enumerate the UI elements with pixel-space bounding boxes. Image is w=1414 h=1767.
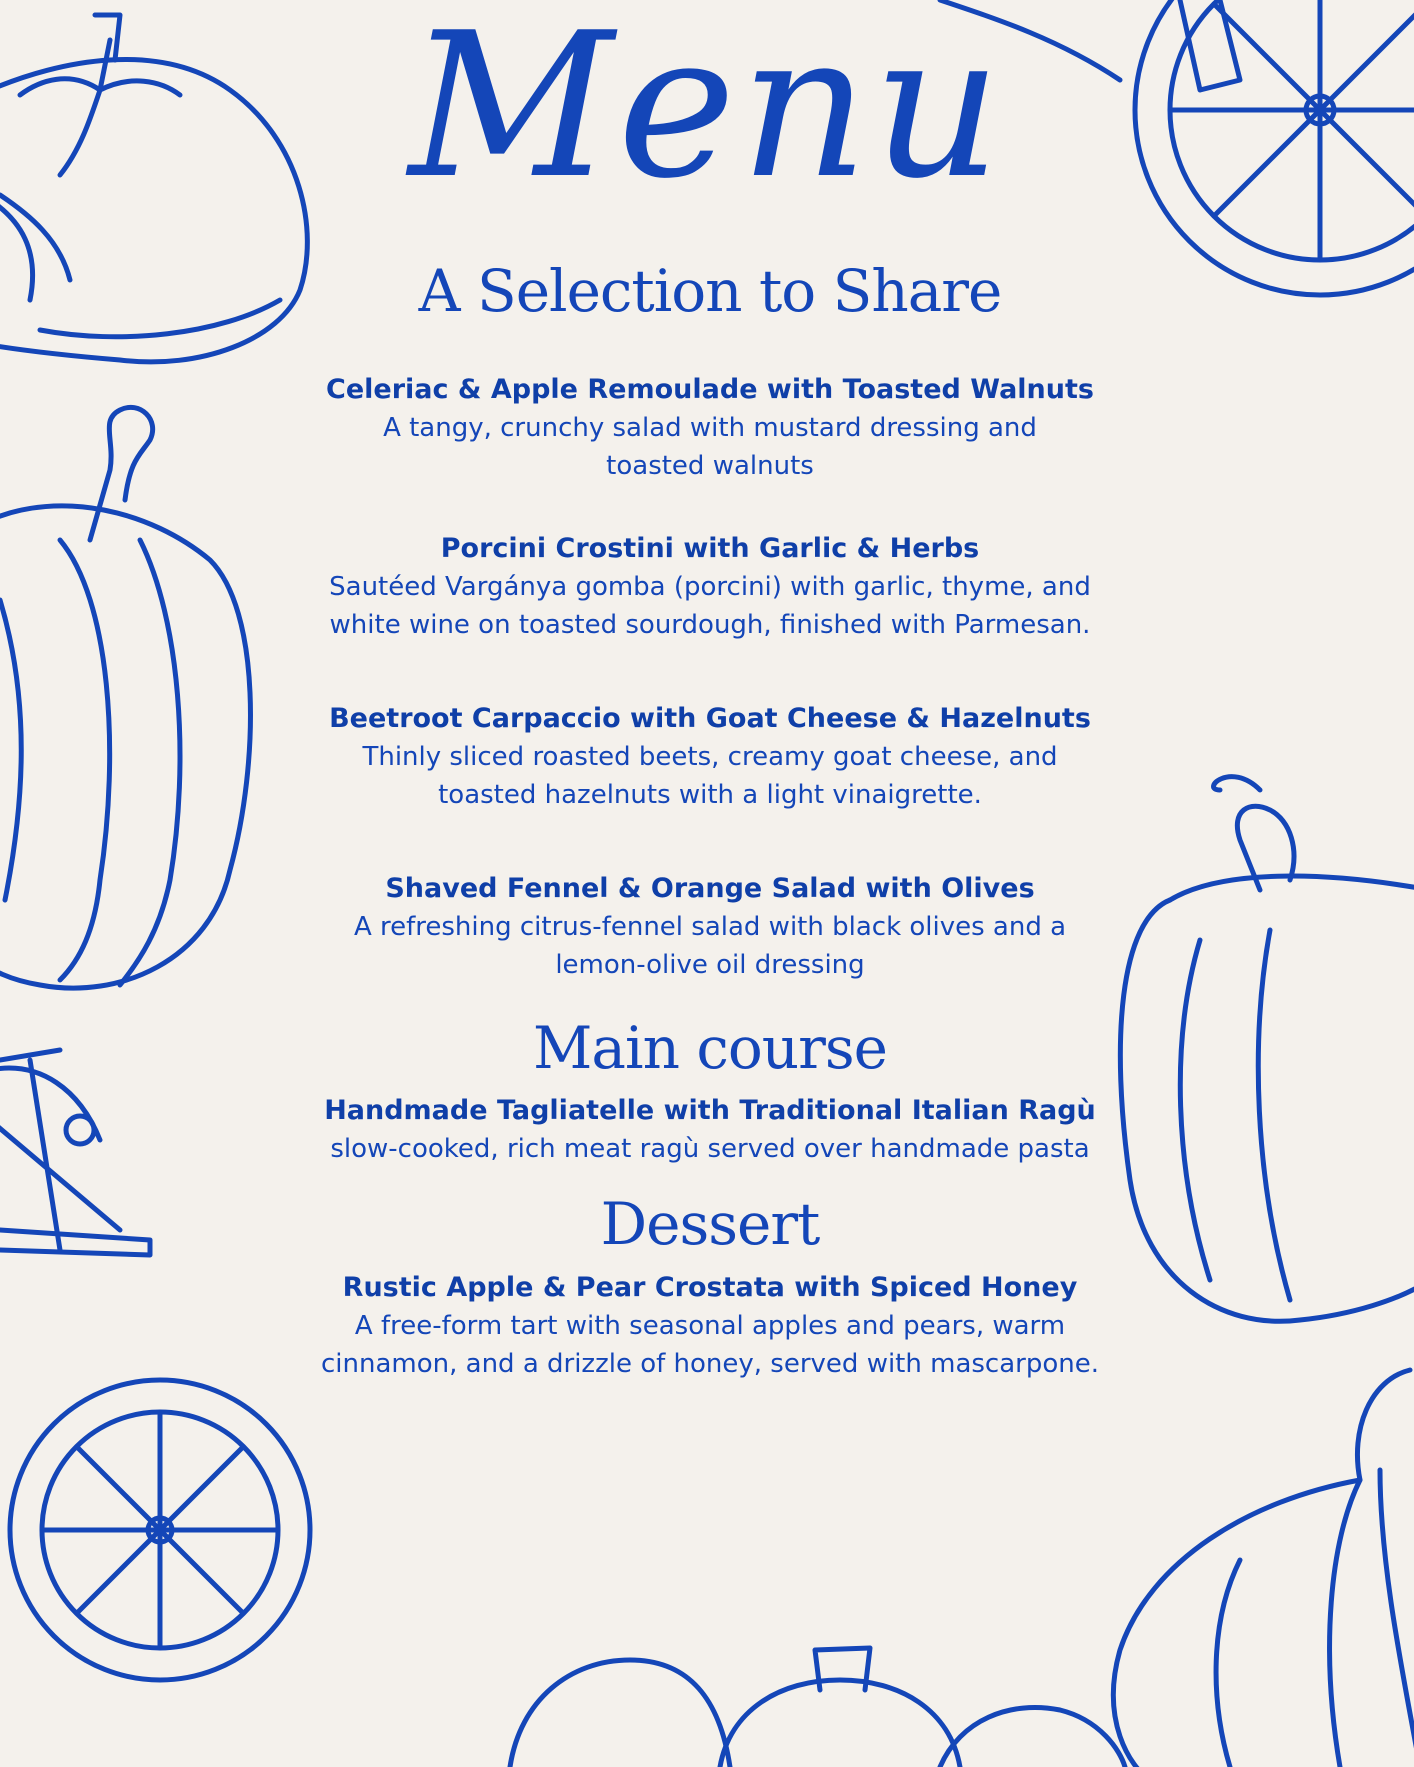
item-description: A tangy, crunchy salad with mustard dressing and toasted walnuts (383, 412, 1037, 481)
section-heading-main-course: Main course (533, 1013, 887, 1082)
garlic-illustration (1113, 1370, 1414, 1767)
menu-item (260, 1092, 1160, 1168)
menu-item (260, 1269, 1160, 1383)
pumpkin-illustration (0, 407, 250, 988)
menu-item (260, 870, 1160, 984)
item-description: A refreshing citrus-fennel salad with black olives and a lemon-olive oil dressing (353, 911, 1067, 980)
item-description: slow-cooked, rich meat ragù served over handmade pasta (330, 1134, 1090, 1164)
item-name: Rustic Apple & Pear Crostata with Spiced Honey (342, 1271, 1078, 1303)
menu-item (260, 700, 1160, 814)
item-name: Celeriac & Apple Remoulade with Toasted Walnuts (326, 373, 1094, 405)
menu-title-text: Menu (408, 0, 1006, 223)
item-name: Handmade Tagliatelle with Traditional Italian Ragù (324, 1095, 1096, 1126)
item-description: Sautéed Vargánya gomba (porcini) with garlic, thyme, and white wine on toasted sourdough, finished with Parmesan. (329, 571, 1091, 640)
item-name: Shaved Fennel & Orange Salad with Olives (385, 872, 1035, 904)
pumpkin-illustration (1120, 777, 1414, 1322)
section-heading-share: A Selection to Share (418, 257, 1002, 325)
menu-item (260, 371, 1160, 485)
item-description: A free-form tart with seasonal apples and pears, warm cinnamon, and a drizzle of honey, served with mascarpone. (320, 1310, 1099, 1379)
item-description: Thinly sliced roasted beets, creamy goat cheese, and toasted hazelnuts with a light vinaigrette. (362, 741, 1058, 810)
menu-content (260, 255, 1160, 1383)
menu-title (0, 0, 1414, 230)
pumpkin-illustration (510, 1648, 1125, 1767)
item-name: Porcini Crostini with Garlic & Herbs (440, 532, 980, 564)
menu-item (260, 530, 1160, 644)
item-name: Beetroot Carpaccio with Goat Cheese & Hazelnuts (329, 702, 1091, 734)
section-heading-dessert: Dessert (600, 1190, 820, 1258)
